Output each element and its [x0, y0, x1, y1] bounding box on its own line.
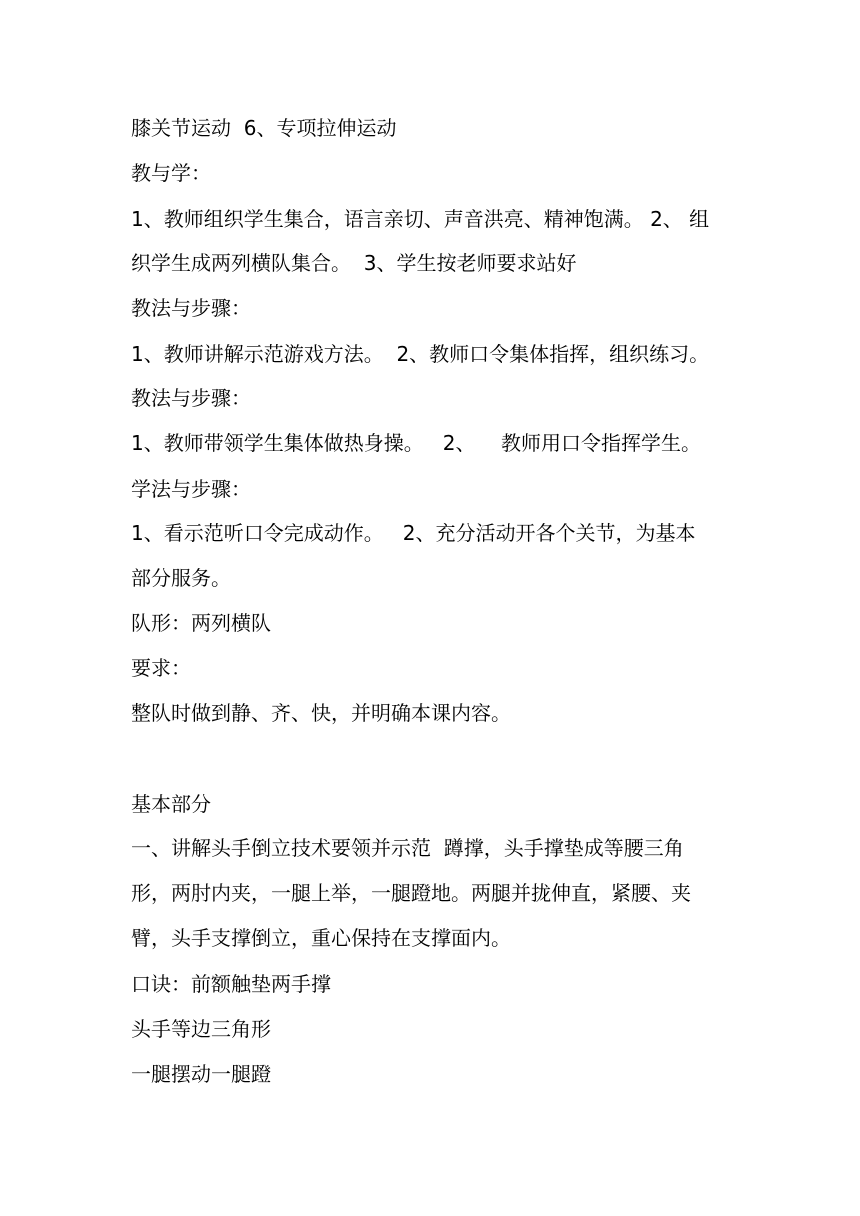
text-line: 教与学：	[131, 161, 211, 185]
text-line: 整队时做到静、齐、快，并明确本课内容。	[131, 701, 511, 725]
text-line: 1、教师讲解示范游戏方法。 2、教师口令集体指挥，组织练习。	[131, 342, 710, 366]
text-line: 部分服务。	[131, 566, 231, 590]
section-heading: 学法与步骤：	[131, 477, 251, 501]
text-line: 臂，头手支撑倒立，重心保持在支撑面内。	[131, 926, 511, 950]
section-heading: 教法与步骤：	[131, 296, 251, 320]
section-heading: 要求：	[131, 656, 191, 680]
text-line: 口诀：前额触垫两手撑	[131, 972, 331, 996]
section-heading: 教法与步骤：	[131, 386, 251, 410]
text-line: 一腿摆动一腿蹬	[131, 1062, 271, 1086]
text-line: 形，两肘内夹，一腿上举，一腿蹬地。两腿并拢伸直，紧腰、夹	[131, 881, 691, 905]
text-line: 1、教师组织学生集合，语言亲切、声音洪亮、精神饱满。 2、 组	[131, 207, 710, 231]
text-line: 1、教师带领学生集体做热身操。 2、 教师用口令指挥学生。	[131, 431, 701, 455]
text-line: 头手等边三角形	[131, 1017, 271, 1041]
text-line: 1、看示范听口令完成动作。 2、充分活动开各个关节，为基本	[131, 521, 696, 545]
section-heading: 基本部分	[131, 792, 211, 816]
text-line: 队形：两列横队	[131, 611, 271, 635]
text-line: 一、讲解头手倒立技术要领并示范 蹲撑，头手撑垫成等腰三角	[131, 836, 684, 860]
text-line: 织学生成两列横队集合。 3、学生按老师要求站好	[131, 251, 577, 275]
text-line: 膝关节运动 6、专项拉伸运动	[131, 116, 397, 140]
